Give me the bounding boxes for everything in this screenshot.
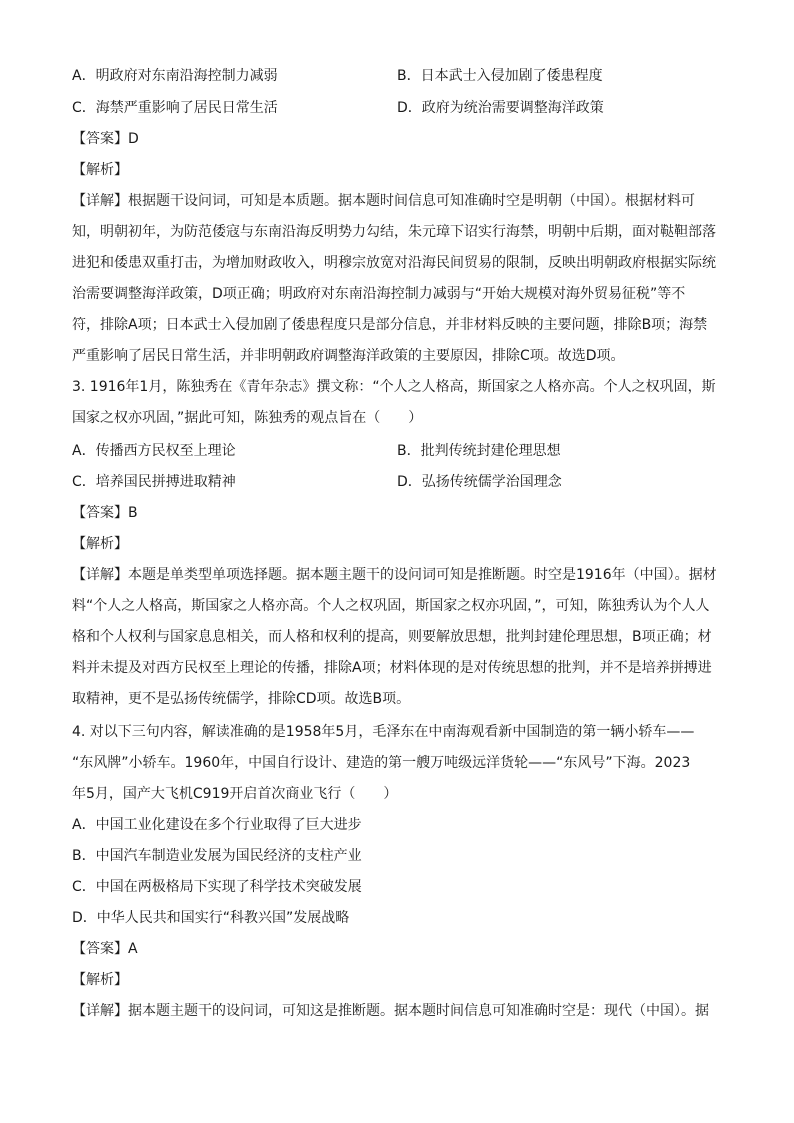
q2-detail-line: 治需要调整海洋政策，D项正确；明政府对东南沿海控制力减弱与“开始大规模对海外贸易征税”等不 [72, 286, 686, 302]
q3-option-b: B．批判传统封建伦理思想 [397, 443, 561, 459]
q2-answer: 【答案】D [72, 131, 139, 147]
q4-option-a: A．中国工业化建设在多个行业取得了巨大进步 [72, 817, 362, 833]
q2-detail-line: 严重影响了居民日常生活，并非明朝政府调整海洋政策的主要原因，排除C项。故选D项。 [72, 348, 625, 364]
q3-stem-line: 3. 1916年1月，陈独秀在《青年杂志》撰文称：“个人之人格高，斯国家之人格亦高。个人之权巩固，斯 [72, 379, 716, 395]
q3-option-a: A．传播西方民权至上理论 [72, 443, 236, 459]
q4-stem-line: 4. 对以下三句内容，解读准确的是1958年5月，毛泽东在中南海观看新中国制造的第一辆小轿车—— [72, 724, 695, 740]
q2-detail-line: 进犯和倭患双重打击，为增加财政收入，明穆宗放宽对沿海民间贸易的限制，反映出明朝政府根据实际统 [72, 255, 716, 271]
q2-option-b: B．日本武士入侵加剧了倭患程度 [397, 68, 603, 84]
q3-answer: 【答案】B [72, 505, 138, 521]
q4-option-c: C．中国在两极格局下实现了科学技术突破发展 [72, 879, 362, 895]
q3-analysis-label: 【解析】 [72, 536, 128, 552]
q3-detail-line: 格和个人权利与国家息息相关，而人格和权利的提高，则要解放思想，批判封建伦理思想，B项正确；材 [72, 629, 712, 645]
q4-detail-line: 【详解】据本题主题干的设问词，可知这是推断题。据本题时间信息可知准确时空是：现代（中国）。据 [72, 1003, 709, 1019]
q2-detail-line: 符，排除A项；日本武士入侵加剧了倭患程度只是部分信息，并非材料反映的主要问题，排除B项；海禁 [72, 317, 708, 333]
q2-detail-line: 【详解】根据题干设问词，可知是本质题。据本题时间信息可知准确时空是明朝（中国）。根据材料可 [72, 193, 695, 209]
q2-analysis-label: 【解析】 [72, 162, 128, 178]
q2-option-a: A．明政府对东南沿海控制力减弱 [72, 68, 278, 84]
q4-answer: 【答案】A [72, 941, 138, 957]
q4-analysis-label: 【解析】 [72, 972, 128, 988]
q3-detail-line: 料并未提及对西方民权至上理论的传播，排除A项；材料体现的是对传统思想的批判，并不是培养拼搏进 [72, 660, 712, 676]
q2-option-c: C．海禁严重影响了居民日常生活 [72, 100, 278, 116]
q4-option-b: B．中国汽车制造业发展为国民经济的支柱产业 [72, 848, 362, 864]
q2-detail-line: 知，明朝初年，为防范倭寇与东南沿海反明势力勾结，朱元璋下诏实行海禁，明朝中后期，面对鞑靼部落 [72, 224, 716, 240]
q3-option-c: C．培养国民拼搏进取精神 [72, 474, 236, 490]
q4-stem-line: “东风牌”小轿车。1960年，中国自行设计、建造的第一艘万吨级远洋货轮——“东风号”下海。2023 [72, 755, 691, 771]
q2-option-d: D．政府为统治需要调整海洋政策 [397, 100, 604, 116]
q3-option-d: D．弘扬传统儒学治国理念 [397, 474, 562, 490]
q3-detail-line: 【详解】本题是单类型单项选择题。据本题主题干的设问词可知是推断题。时空是1916年（中国）。据材 [72, 567, 717, 583]
q3-stem-line: 国家之权亦巩固，”据此可知，陈独秀的观点旨在（ ） [72, 410, 423, 426]
q4-option-d: D．中华人民共和国实行“科教兴国”发展战略 [72, 910, 350, 926]
q3-detail-line: 料“个人之人格高，斯国家之人格亦高。个人之权巩固，斯国家之权亦巩固，”，可知，陈独秀认为个人人 [72, 598, 710, 614]
q4-stem-line: 年5月，国产大飞机C919开启首次商业飞行（ ） [72, 786, 398, 802]
q3-detail-line: 取精神，更不是弘扬传统儒学，排除CD项。故选B项。 [72, 691, 411, 707]
